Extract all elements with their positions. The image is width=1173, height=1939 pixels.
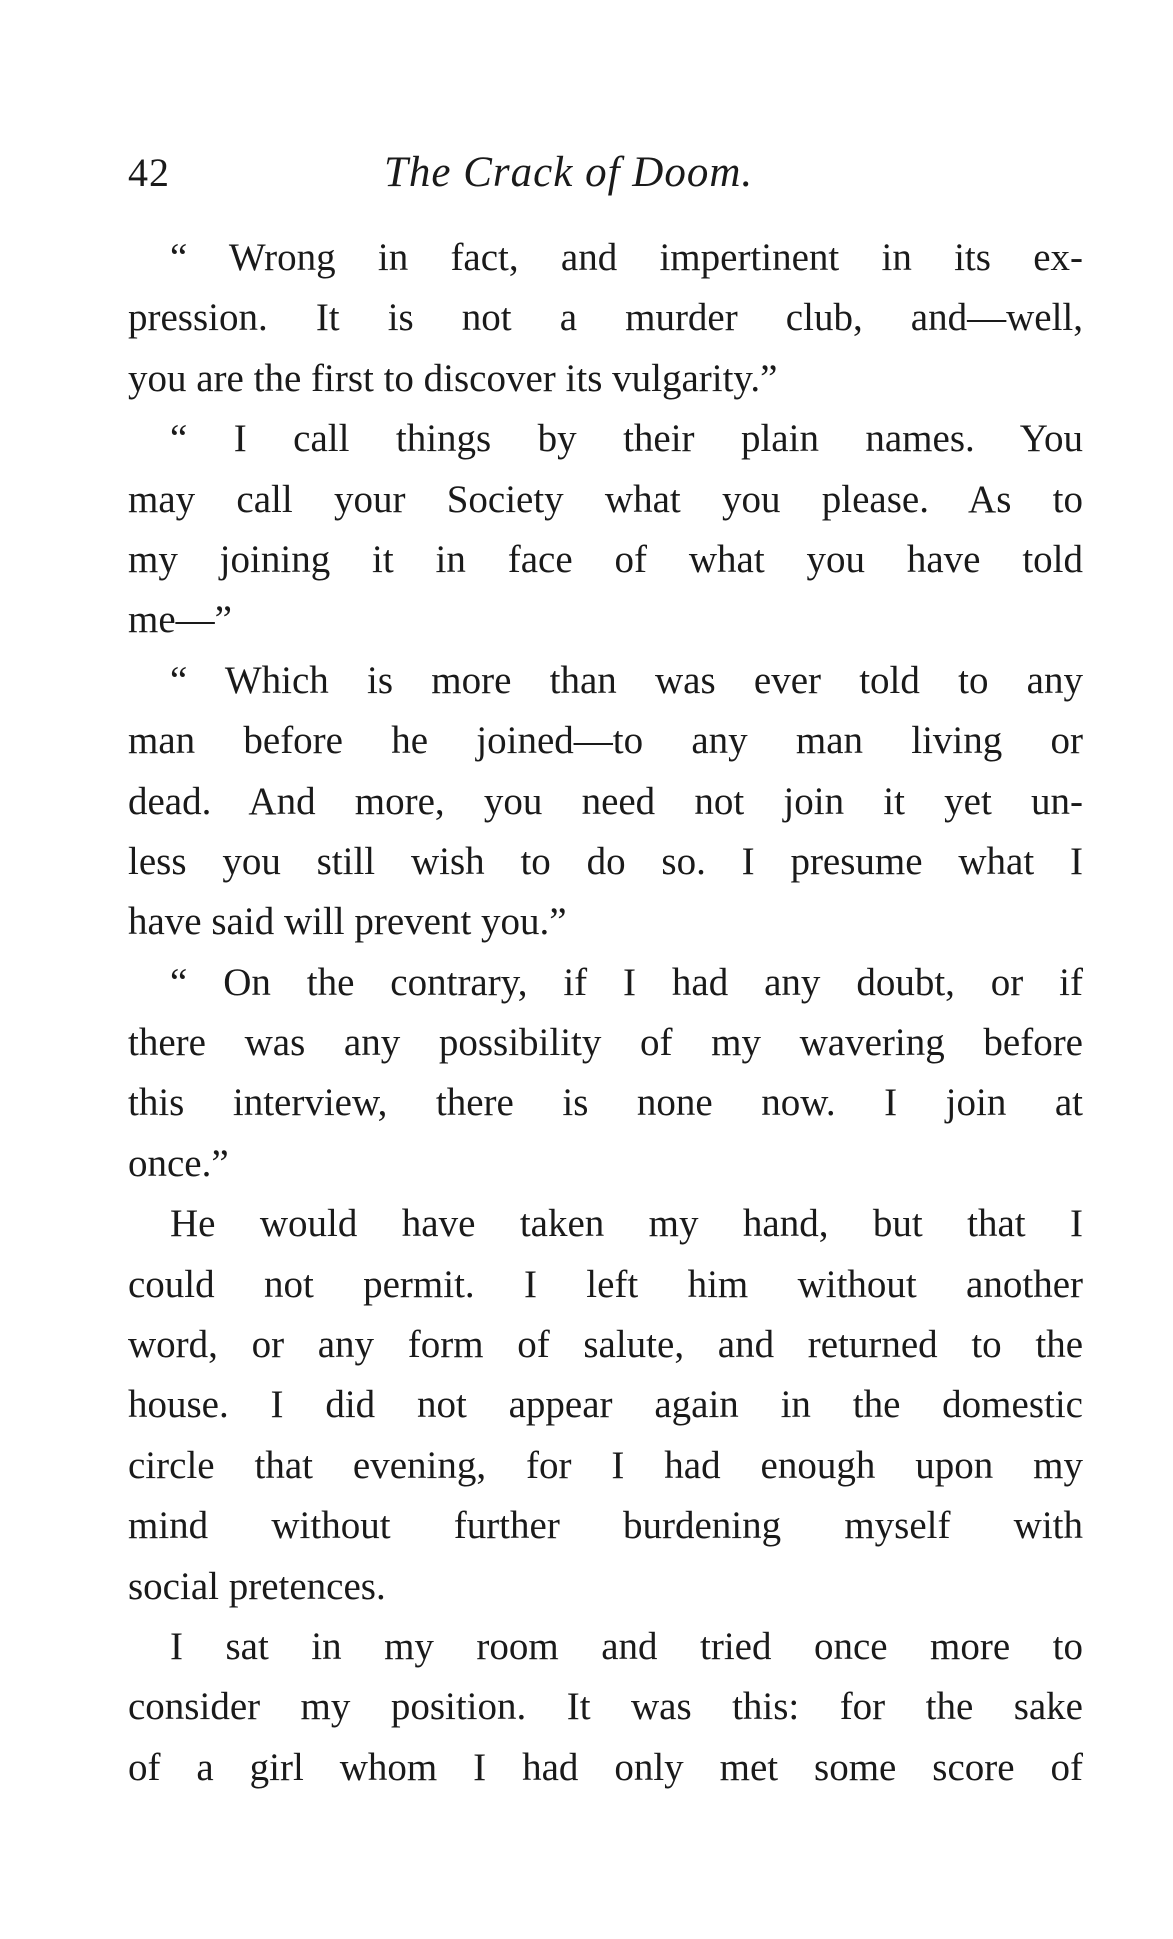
text-line: have said will prevent you.” [128, 900, 567, 944]
text-line: once.” [128, 1141, 229, 1185]
text-line: I sat in my room and tried once more to [170, 1624, 1083, 1668]
text-line: pression. It is not a murder club, and—well, [128, 296, 1083, 340]
running-title: The Crack of Doom. [384, 149, 754, 196]
text-line: man before he joined—to any man living or [128, 719, 1083, 763]
text-line: social pretences. [128, 1564, 386, 1608]
body-text [128, 228, 1083, 1798]
text-line: “ On the contrary, if I had any doubt, or if [170, 960, 1083, 1004]
text-line: this interview, there is none now. I join at [128, 1081, 1083, 1125]
text-line: consider my position. It was this: for the sake [128, 1685, 1083, 1729]
text-line: could not permit. I left him without another [128, 1262, 1083, 1306]
text-line: word, or any form of salute, and returned to the [128, 1323, 1083, 1367]
text-line: dead. And more, you need not join it yet un- [128, 779, 1083, 823]
text-line: my joining it in face of what you have told [128, 537, 1083, 581]
text-line: may call your Society what you please. As to [128, 477, 1083, 521]
text-line: of a girl whom I had only met some score of [128, 1745, 1083, 1789]
page-number: 42 [128, 150, 170, 195]
text-line: “ Which is more than was ever told to any [170, 658, 1083, 702]
text-line: there was any possibility of my wavering before [128, 1021, 1083, 1065]
text-line: less you still wish to do so. I presume what I [128, 839, 1083, 883]
text-line: me—” [128, 598, 232, 642]
text-line: you are the first to discover its vulgarity.” [128, 356, 778, 400]
running-head [128, 145, 1083, 201]
text-line: house. I did not appear again in the domestic [128, 1383, 1083, 1427]
text-line: circle that evening, for I had enough upon my [128, 1443, 1083, 1487]
text-line: mind without further burdening myself with [128, 1504, 1083, 1548]
text-line: He would have taken my hand, but that I [170, 1202, 1083, 1246]
text-line: “ Wrong in fact, and impertinent in its ex- [170, 236, 1083, 279]
text-line: “ I call things by their plain names. You [170, 417, 1083, 461]
